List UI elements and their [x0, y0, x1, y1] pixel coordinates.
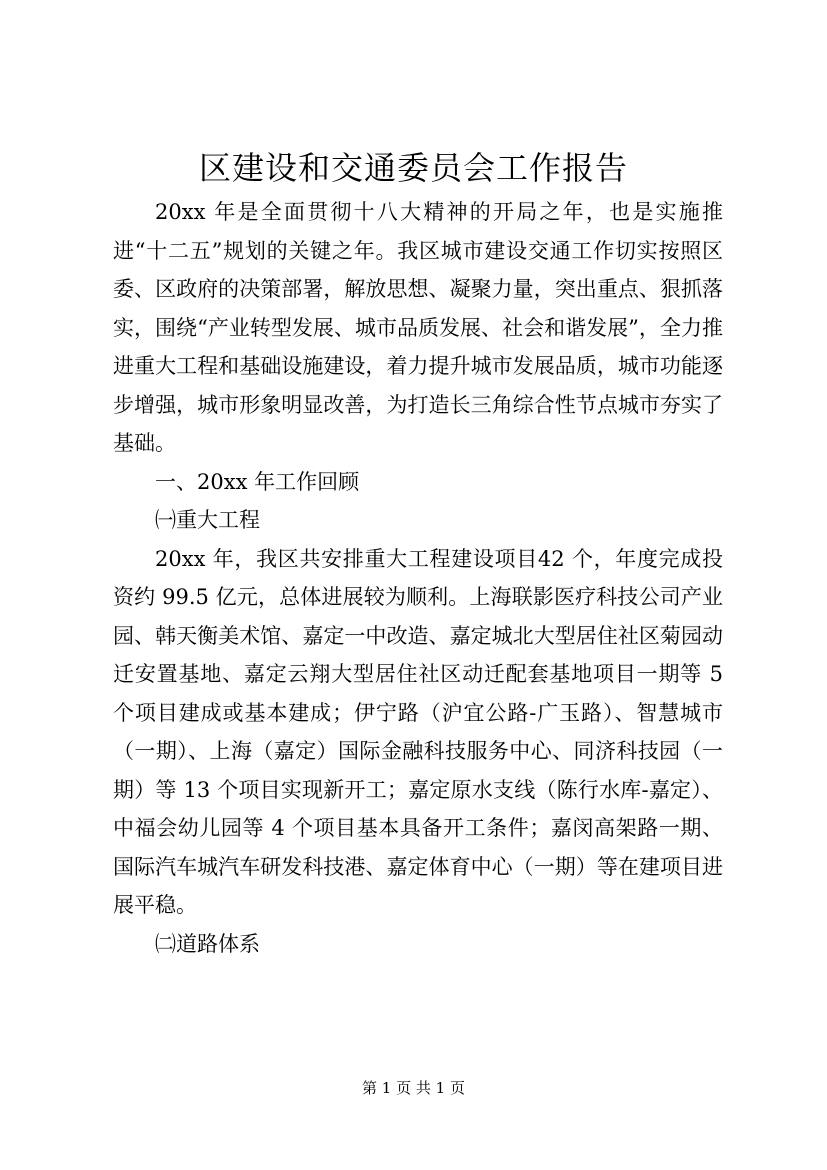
subsection-heading-road-system: ㈡道路体系	[155, 931, 260, 956]
section-heading-review: 一、20xx 年工作回顾	[155, 469, 360, 494]
document-title: 区建设和交通委员会工作报告	[198, 149, 628, 187]
subsection-heading-major-projects: ㈠重大工程	[155, 508, 260, 532]
intro-paragraph: 20xx 年是全面贯彻十八大精神的开局之年，也是实施推进“十二五”规划的关键之年。我区城市建设交通工作切实按照区委、区政府的决策部署，解放思想、凝聚力量，突出重点、狠抓落实，围绕“产业转型发展、城市品质发展、社会和谐发展”，全力推进重大工程和基础设施建设，着力提升城市发展品质，城市功能逐步增强，城市形象明显改善，为打造长三角综合性节点城市夯实了基础。	[113, 200, 723, 455]
document-body	[113, 193, 723, 963]
major-projects-paragraph: 20xx 年，我区共安排重大工程建设项目42 个，年度完成投资约 99.5 亿元，总体进展较为顺利。上海联影医疗科技公司产业园、韩天衡美术馆、嘉定一中改造、嘉定城北大型居住社区菊园动迁安置基地、嘉定云翔大型居住社区动迁配套基地项目一期等 5 个项目建成或基本建成；伊宁路（沪宜公路-广玉路）、智慧城市（一期）、上海（嘉定）国际金融科技服务中心、同济科技园（一期）等 13 个项目实现新开工；嘉定原水支线（陈行水库-嘉定）、中福会幼儿园等 4 个项目基本具备开工条件；嘉闵高架路一期、国际汽车城汽车研发科技港、嘉定体育中心（一期）等在建项目进展平稳。	[113, 546, 723, 917]
page-footer: 第 1 页 共 1 页	[362, 1079, 465, 1097]
